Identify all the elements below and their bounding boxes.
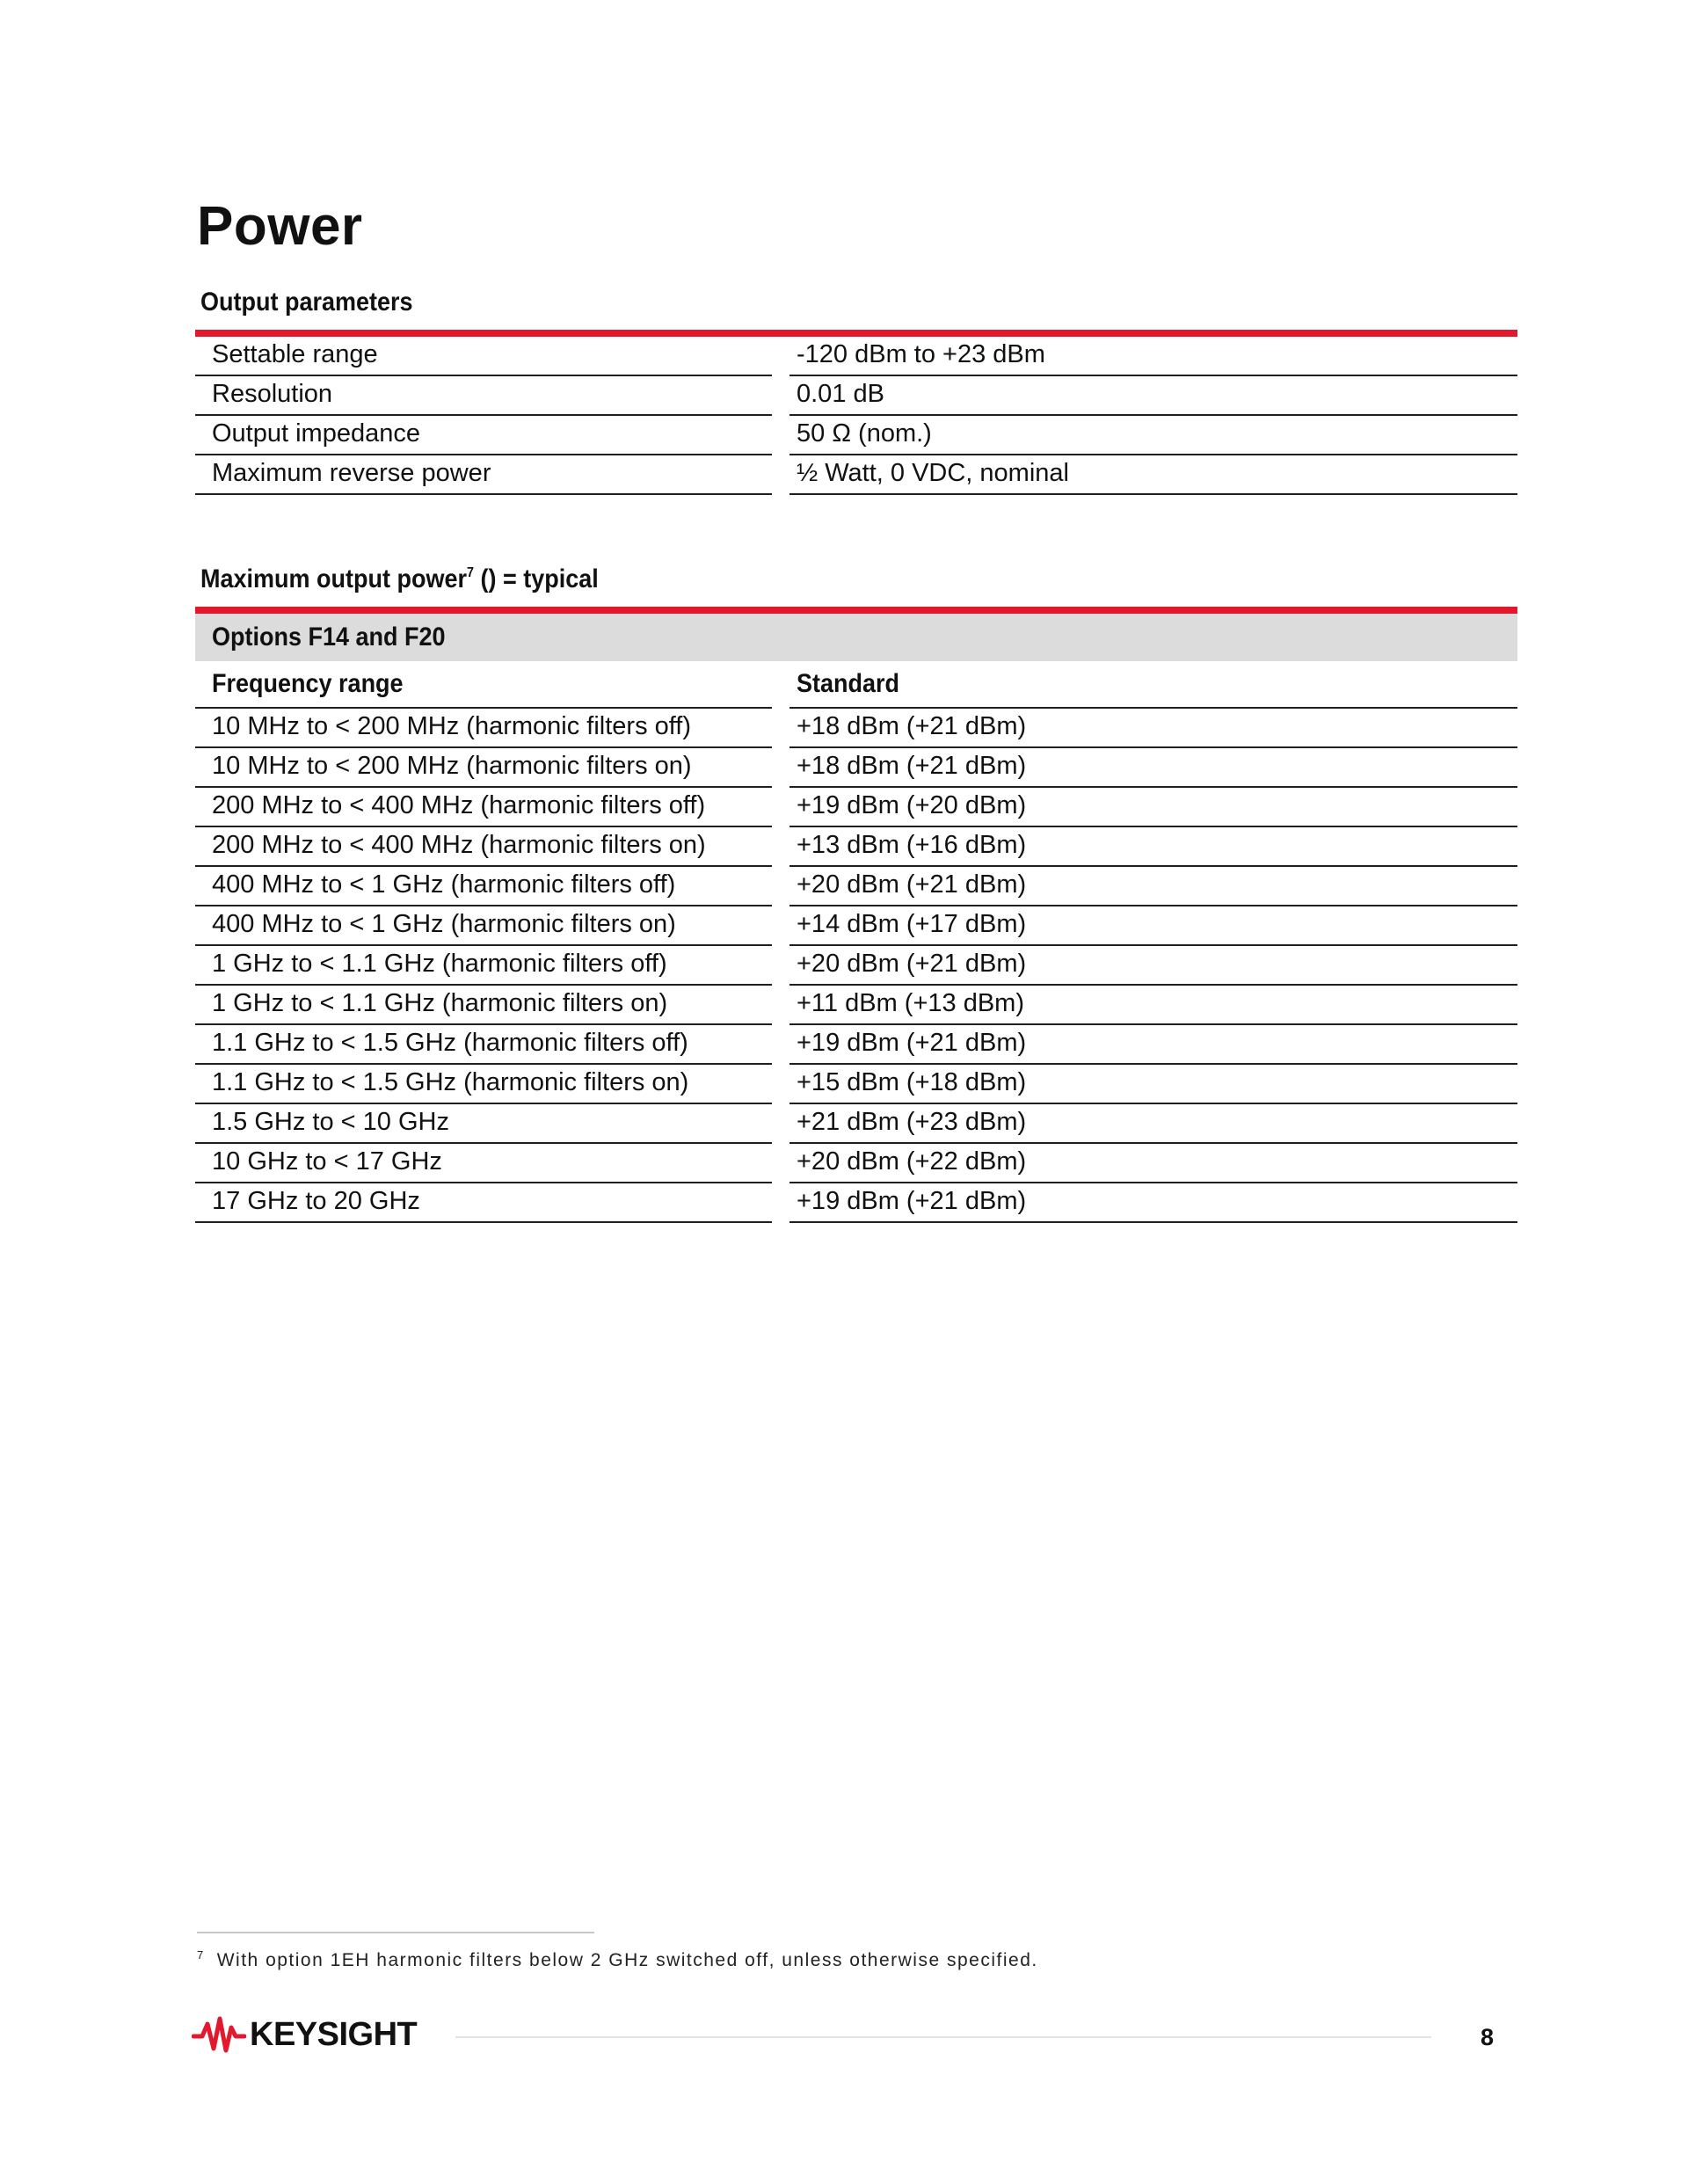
- row-label: Maximum reverse power: [195, 455, 772, 495]
- row-value: ½ Watt, 0 VDC, nominal: [789, 455, 1517, 495]
- row-value: +20 dBm (+22 dBm): [789, 1144, 1517, 1183]
- table-row: [195, 1104, 1517, 1144]
- table-row: [195, 906, 1517, 946]
- footnote-text: With option 1EH harmonic filters below 2 GHz switched off, unless otherwise specified.: [216, 1950, 1038, 1970]
- table-row: [195, 827, 1517, 867]
- page-number: 8: [1481, 2024, 1495, 2050]
- row-label: 10 MHz to < 200 MHz (harmonic filters on): [195, 748, 772, 788]
- table-row: [195, 867, 1517, 906]
- row-value: +15 dBm (+18 dBm): [789, 1065, 1517, 1104]
- table-row: [195, 1065, 1517, 1104]
- table-row: [195, 1025, 1517, 1065]
- column-header-frequency-range: Frequency range: [195, 661, 772, 709]
- row-label: 1 GHz to < 1.1 GHz (harmonic filters off): [195, 946, 772, 986]
- row-label: 400 MHz to < 1 GHz (harmonic filters off): [195, 867, 772, 906]
- row-value: 50 Ω (nom.): [789, 416, 1517, 455]
- row-value: +18 dBm (+21 dBm): [789, 709, 1517, 748]
- output-parameters-heading: Output parameters: [200, 288, 413, 317]
- row-label: 1 GHz to < 1.1 GHz (harmonic filters on): [195, 986, 772, 1025]
- footnote-ref: 7: [467, 565, 475, 580]
- table-row: [195, 946, 1517, 986]
- row-label: 10 MHz to < 200 MHz (harmonic filters off): [195, 709, 772, 748]
- footnote: [197, 1948, 1038, 1971]
- logo-wordmark: KEYSIGHT: [250, 2015, 418, 2053]
- output-parameters-table: [195, 330, 1517, 495]
- table-row: [195, 376, 1517, 416]
- table-row: [195, 1183, 1517, 1223]
- row-label: 1.5 GHz to < 10 GHz: [195, 1104, 772, 1144]
- row-value: +14 dBm (+17 dBm): [789, 906, 1517, 946]
- row-label: 1.1 GHz to < 1.5 GHz (harmonic filters off): [195, 1025, 772, 1065]
- row-label: Settable range: [195, 337, 772, 376]
- table-accent-bar: [195, 330, 1517, 337]
- row-value: +18 dBm (+21 dBm): [789, 748, 1517, 788]
- row-label: 10 GHz to < 17 GHz: [195, 1144, 772, 1183]
- max-output-power-rows: [195, 709, 1517, 1223]
- page-title: Power: [197, 196, 363, 257]
- table-row: [195, 1144, 1517, 1183]
- row-value: +20 dBm (+21 dBm): [789, 867, 1517, 906]
- row-label: Output impedance: [195, 416, 772, 455]
- column-header-standard: Standard: [789, 661, 1517, 709]
- table-row: [195, 416, 1517, 455]
- row-label: 200 MHz to < 400 MHz (harmonic filters off): [195, 788, 772, 827]
- footer-divider: [455, 2036, 1431, 2038]
- output-parameters-rows: [195, 337, 1517, 495]
- max-output-power-heading: [200, 564, 599, 594]
- keysight-wave-icon: [192, 2015, 246, 2054]
- options-label: Options F14 and F20: [212, 622, 446, 652]
- column-header-row: [195, 661, 1517, 709]
- table-row: [195, 748, 1517, 788]
- table-accent-bar: [195, 607, 1517, 614]
- row-value: +11 dBm (+13 dBm): [789, 986, 1517, 1025]
- row-value: +19 dBm (+20 dBm): [789, 788, 1517, 827]
- row-label: 400 MHz to < 1 GHz (harmonic filters on): [195, 906, 772, 946]
- row-label: Resolution: [195, 376, 772, 416]
- row-value: +19 dBm (+21 dBm): [789, 1183, 1517, 1223]
- row-value: +13 dBm (+16 dBm): [789, 827, 1517, 867]
- row-label: 200 MHz to < 400 MHz (harmonic filters on): [195, 827, 772, 867]
- max-output-power-table: [195, 607, 1517, 1223]
- row-value: +19 dBm (+21 dBm): [789, 1025, 1517, 1065]
- max-output-power-heading-main: Maximum output power: [200, 564, 468, 593]
- row-value: 0.01 dB: [789, 376, 1517, 416]
- keysight-logo: [192, 2015, 417, 2054]
- table-row: [195, 788, 1517, 827]
- footnote-number: 7: [197, 1948, 205, 1962]
- table-row: [195, 709, 1517, 748]
- table-row: [195, 337, 1517, 376]
- row-label: 17 GHz to 20 GHz: [195, 1183, 772, 1223]
- max-output-power-heading-suffix: () = typical: [474, 564, 599, 593]
- row-value: +21 dBm (+23 dBm): [789, 1104, 1517, 1144]
- footnote-divider: [197, 1932, 594, 1933]
- table-row: [195, 986, 1517, 1025]
- row-value: -120 dBm to +23 dBm: [789, 337, 1517, 376]
- table-row: [195, 455, 1517, 495]
- options-band: [195, 614, 1517, 661]
- row-label: 1.1 GHz to < 1.5 GHz (harmonic filters on): [195, 1065, 772, 1104]
- row-value: +20 dBm (+21 dBm): [789, 946, 1517, 986]
